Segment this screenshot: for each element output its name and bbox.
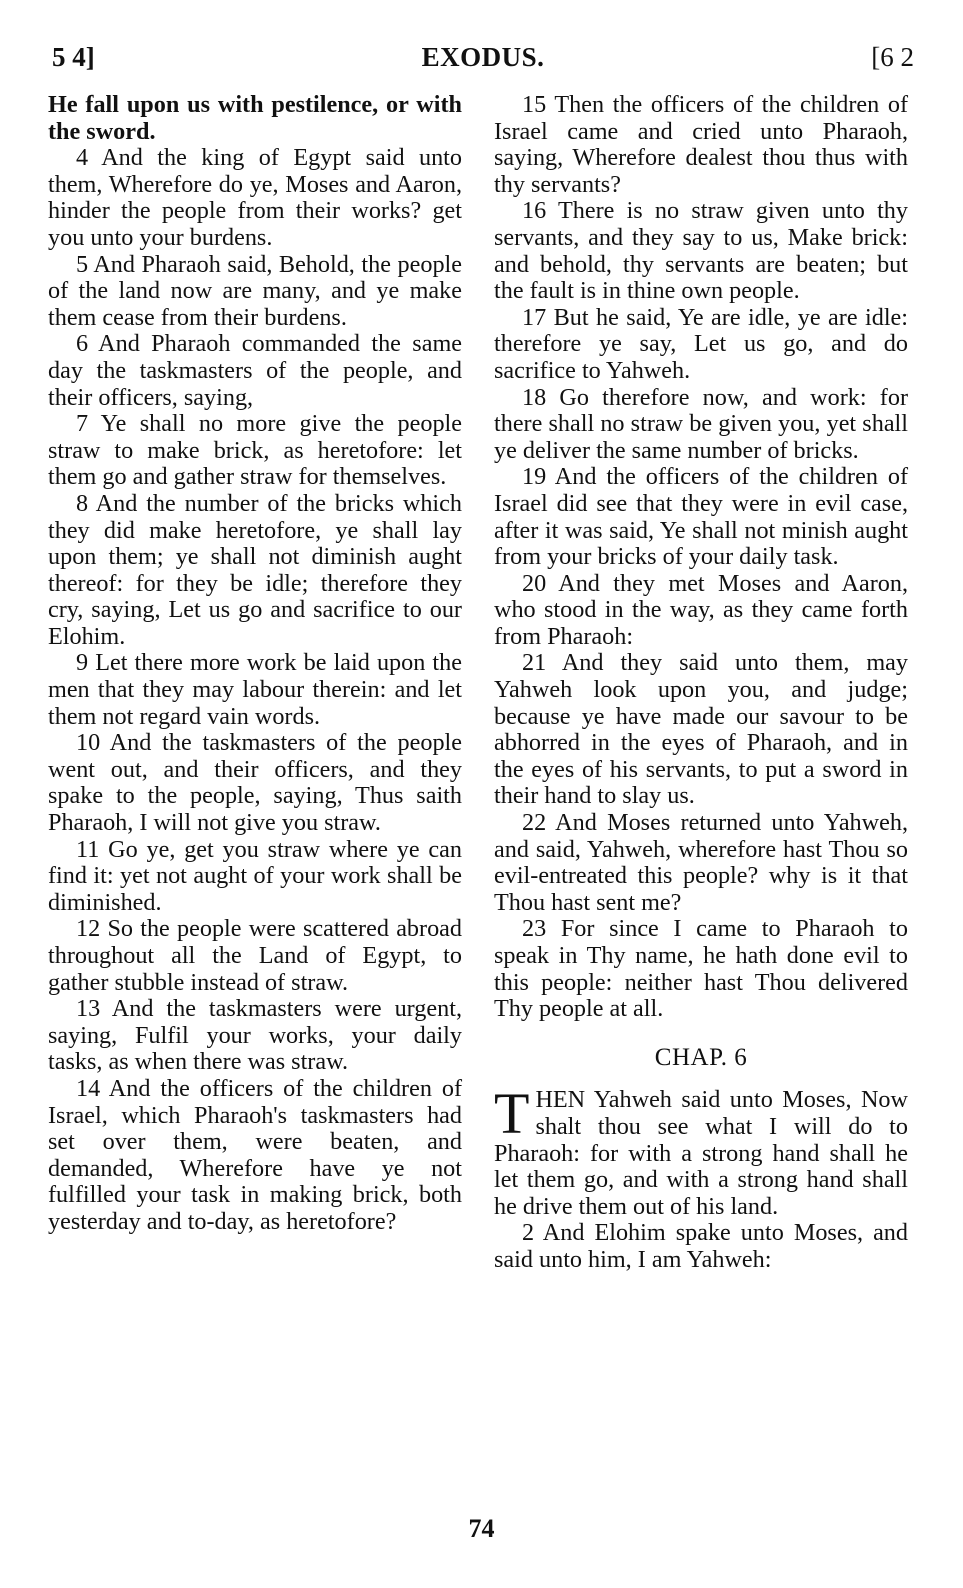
verse-paragraph: 12 So the people were scattered abroad throughout all the Land of Egypt, to gather stubble instead of straw.	[48, 915, 462, 996]
verse-paragraph: 5 And Pharaoh said, Behold, the people of the land now are many, and ye make them cease from their burdens.	[48, 250, 462, 331]
verse-paragraph: 9 Let there more work be laid upon the men that they may labour therein: and let them not regard vain words.	[48, 649, 462, 730]
verse-paragraph: 16 There is no straw given unto thy servants, and they say to us, Make brick: and behold, thy servants are beaten; but the fault is in thine own people.	[494, 197, 908, 305]
header-chapter-range-end: [6 2	[871, 42, 914, 72]
verse-paragraph: 4 And the king of Egypt said unto them, Wherefore do ye, Moses and Aaron, hinder the people from their works? get you unto your burdens.	[48, 144, 462, 251]
verse-paragraph: 7 Ye shall no more give the people straw to make brick, as heretofore: let them go and gather straw for themselves.	[48, 410, 462, 491]
chapter-heading: CHAP. 6	[654, 1043, 748, 1071]
verse-paragraph: 20 And they met Moses and Aaron, who stood in the way, as they came forth from Pharaoh:	[494, 569, 908, 650]
verse-paragraph: 2 And Elohim spake unto Moses, and said unto him, I am Yahweh:	[494, 1219, 908, 1273]
verse-paragraph: 22 And Moses returned unto Yahweh, and said, Yahweh, wherefore hast Thou so evil-entreated this people? why is it that Thou hast sent me?	[494, 809, 908, 916]
chapter-opening-verse	[494, 1081, 908, 1220]
verse-paragraph: 23 For since I came to Pharaoh to speak in Thy name, he hath done evil to this people: neither hast Thou delivered Thy people at all.	[494, 915, 908, 1023]
verse-paragraph: He fall upon us with pestilence, or with the sword.	[48, 91, 462, 145]
drop-cap-letter: T	[494, 1081, 530, 1147]
verse-text: HEN Yahweh said unto Moses, Now shalt thou see what I will do to Pharaoh: for with a strong hand shall he let them go, and with a strong hand shall he drive them out of his land.	[494, 1086, 908, 1220]
verse-paragraph: 15 Then the officers of the children of Israel came and cried unto Pharaoh, saying, Wherefore dealest thou thus with thy servants?	[494, 91, 908, 198]
header-chapter-range-start: 5 4]	[52, 42, 95, 72]
verse-paragraph: 21 And they said unto them, may Yahweh look upon you, and judge; because ye have made our savour to be abhorred in the eyes of Pharaoh, and in the eyes of his servants, to put a sword in their hand to slay us.	[494, 649, 908, 810]
right-column	[494, 92, 908, 1274]
verse-paragraph: 19 And the officers of the children of Israel did see that they were in evil case, after it was said, Ye shall not minish aught from your bricks of your daily task.	[494, 463, 908, 571]
verse-paragraph: 8 And the number of the bricks which they did make heretofore, ye shall lay upon them; ye shall not diminish aught thereof: for they be idle; therefore they cry, saying, Let us go and sacrifice to our Elohim.	[48, 489, 462, 650]
header-book-title: EXODUS.	[421, 42, 545, 72]
left-column	[48, 92, 462, 1236]
verse-paragraph: 18 Go therefore now, and work: for there shall no straw be given you, yet shall ye deliver the same number of bricks.	[494, 383, 908, 464]
verse-paragraph: 13 And the taskmasters were urgent, saying, Fulfil your works, your daily tasks, as when there was straw.	[48, 995, 462, 1076]
page-number: 74	[468, 1514, 495, 1543]
verse-paragraph: 11 Go ye, get you straw where ye can find it: yet not aught of your work shall be diminished.	[48, 835, 462, 916]
verse-paragraph: 6 And Pharaoh commanded the same day the taskmasters of the people, and their officers, saying,	[48, 330, 462, 411]
verse-paragraph: 17 But he said, Ye are idle, ye are idle: therefore ye say, Let us go, and do sacrifice to Yahweh.	[494, 303, 908, 384]
running-header	[52, 42, 914, 78]
verse-paragraph: 14 And the officers of the children of Israel, which Pharaoh's taskmasters had set over them, were beaten, and demanded, Wherefore have ye not fulfilled your task in making brick, both yesterday and to-day, as heretofore?	[48, 1074, 462, 1235]
verse-paragraph: 10 And the taskmasters of the people went out, and their officers, and they spake to the people, saying, Thus saith Pharaoh, I will not give you straw.	[48, 729, 462, 837]
